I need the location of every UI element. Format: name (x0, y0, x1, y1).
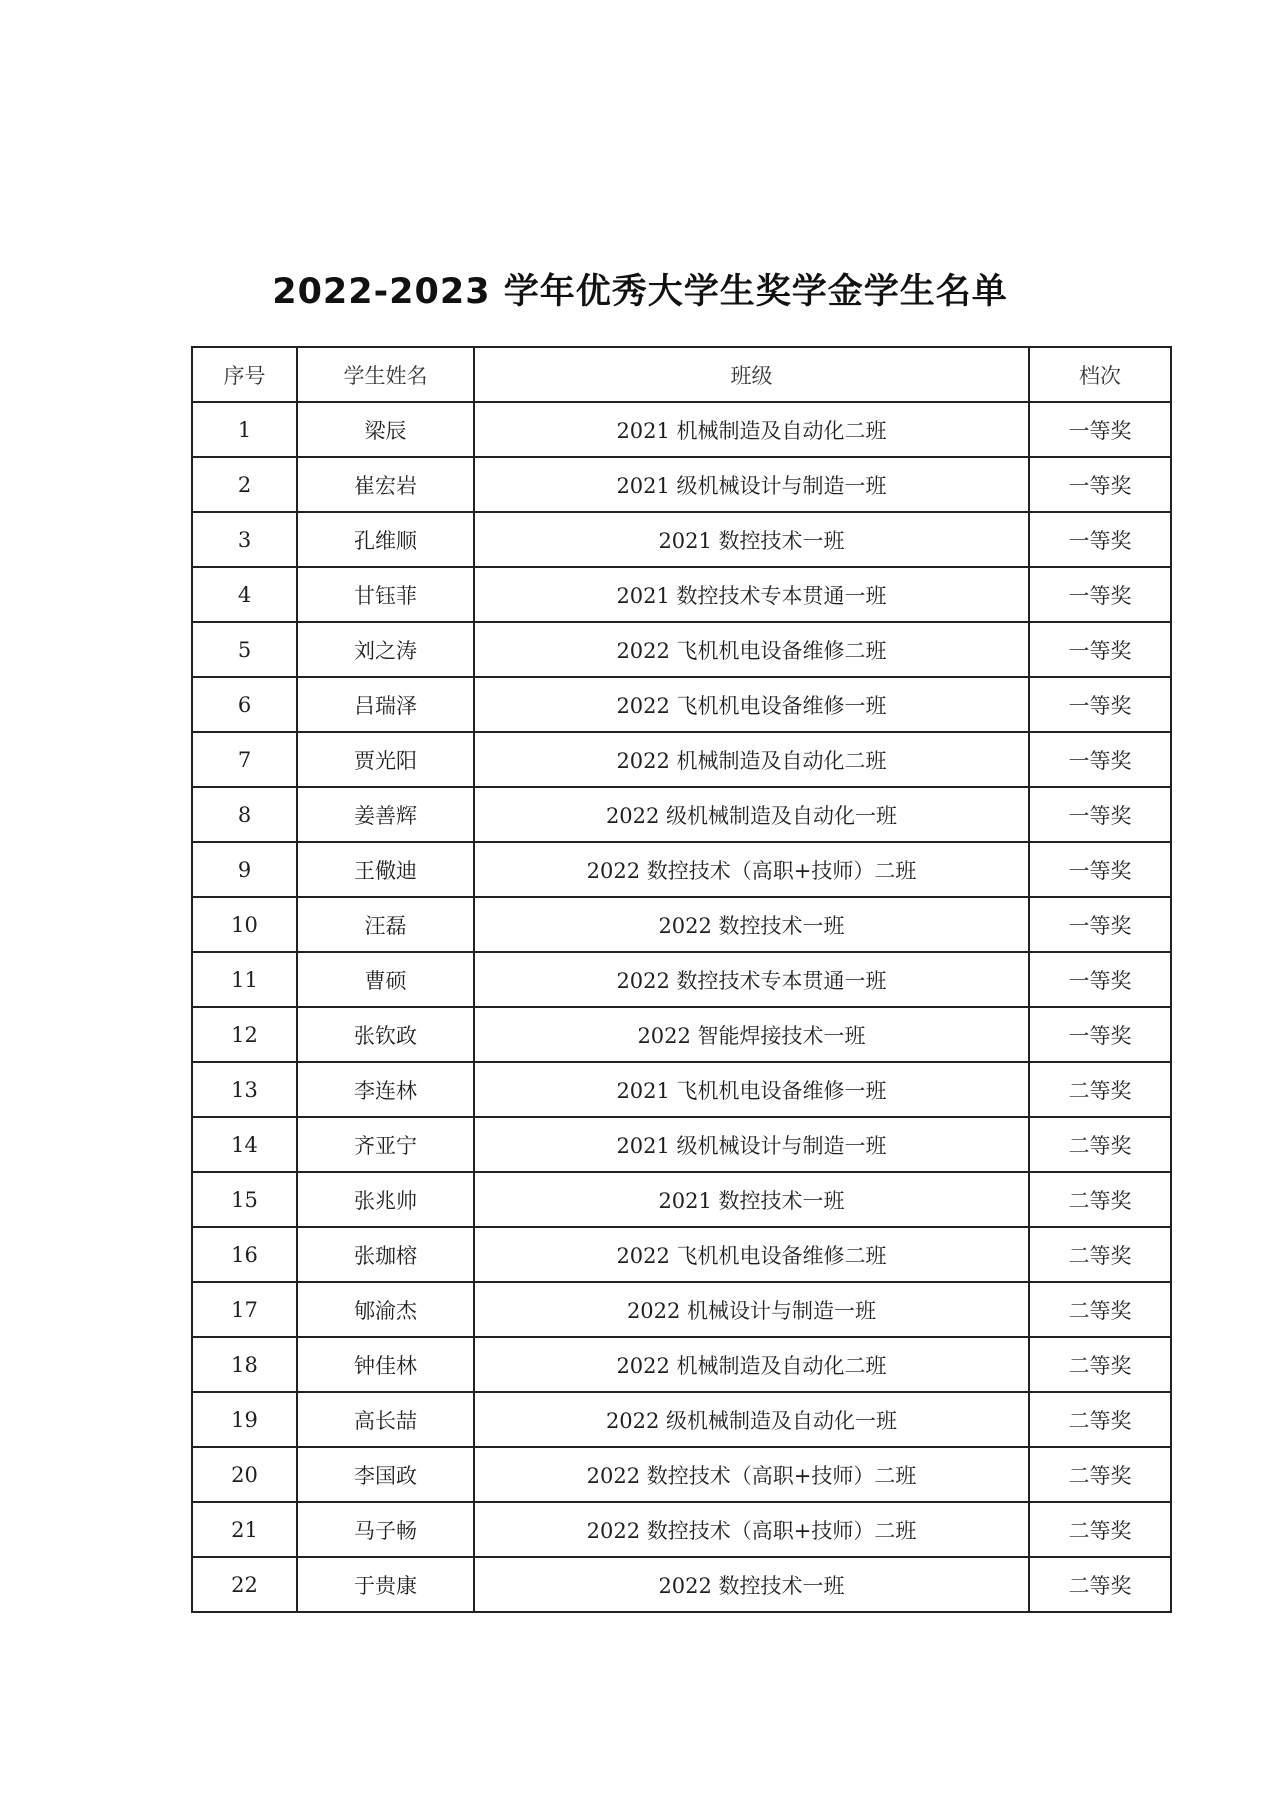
table-header-row (192, 347, 1171, 402)
table-row (192, 402, 1171, 457)
cell-class: 2022 数控技术一班 (474, 1557, 1029, 1612)
table-row (192, 1007, 1171, 1062)
cell-student-name: 钟佳林 (297, 1337, 474, 1392)
table-row (192, 1557, 1171, 1612)
cell-index: 20 (192, 1447, 297, 1502)
cell-class: 2022 数控技术一班 (474, 897, 1029, 952)
cell-award-level: 一等奖 (1029, 1007, 1171, 1062)
cell-award-level: 一等奖 (1029, 402, 1171, 457)
cell-class: 2022 飞机机电设备维修二班 (474, 1227, 1029, 1282)
cell-class: 2022 机械制造及自动化二班 (474, 732, 1029, 787)
header-class: 班级 (474, 347, 1029, 402)
cell-class: 2022 机械设计与制造一班 (474, 1282, 1029, 1337)
cell-student-name: 王儆迪 (297, 842, 474, 897)
table-row (192, 1227, 1171, 1282)
cell-student-name: 孔维顺 (297, 512, 474, 567)
cell-award-level: 一等奖 (1029, 622, 1171, 677)
table-row (192, 897, 1171, 952)
cell-award-level: 一等奖 (1029, 897, 1171, 952)
table-row (192, 787, 1171, 842)
cell-index: 10 (192, 897, 297, 952)
table-row (192, 622, 1171, 677)
cell-student-name: 高长喆 (297, 1392, 474, 1447)
cell-index: 16 (192, 1227, 297, 1282)
table-row (192, 732, 1171, 787)
table-row (192, 1337, 1171, 1392)
cell-index: 13 (192, 1062, 297, 1117)
cell-award-level: 一等奖 (1029, 457, 1171, 512)
cell-award-level: 二等奖 (1029, 1337, 1171, 1392)
table-row (192, 1502, 1171, 1557)
cell-student-name: 姜善辉 (297, 787, 474, 842)
cell-award-level: 二等奖 (1029, 1447, 1171, 1502)
table-row (192, 842, 1171, 897)
table-body (192, 402, 1171, 1612)
table-row (192, 567, 1171, 622)
cell-student-name: 梁辰 (297, 402, 474, 457)
cell-index: 15 (192, 1172, 297, 1227)
table-row (192, 512, 1171, 567)
cell-index: 18 (192, 1337, 297, 1392)
cell-award-level: 一等奖 (1029, 787, 1171, 842)
cell-index: 3 (192, 512, 297, 567)
cell-student-name: 吕瑞泽 (297, 677, 474, 732)
cell-class: 2021 数控技术专本贯通一班 (474, 567, 1029, 622)
cell-index: 21 (192, 1502, 297, 1557)
cell-student-name: 刘之涛 (297, 622, 474, 677)
cell-student-name: 贾光阳 (297, 732, 474, 787)
cell-award-level: 二等奖 (1029, 1282, 1171, 1337)
cell-award-level: 一等奖 (1029, 567, 1171, 622)
scholarship-table (191, 346, 1172, 1613)
cell-index: 14 (192, 1117, 297, 1172)
cell-award-level: 一等奖 (1029, 952, 1171, 1007)
cell-award-level: 一等奖 (1029, 512, 1171, 567)
cell-award-level: 二等奖 (1029, 1227, 1171, 1282)
cell-index: 22 (192, 1557, 297, 1612)
header-name: 学生姓名 (297, 347, 474, 402)
cell-class: 2022 数控技术（高职+技师）二班 (474, 1447, 1029, 1502)
cell-class: 2022 级机械制造及自动化一班 (474, 787, 1029, 842)
header-level: 档次 (1029, 347, 1171, 402)
cell-award-level: 二等奖 (1029, 1117, 1171, 1172)
cell-class: 2021 级机械设计与制造一班 (474, 457, 1029, 512)
cell-student-name: 崔宏岩 (297, 457, 474, 512)
cell-student-name: 马子畅 (297, 1502, 474, 1557)
cell-student-name: 郇渝杰 (297, 1282, 474, 1337)
cell-index: 1 (192, 402, 297, 457)
table-row (192, 1282, 1171, 1337)
table-row (192, 1392, 1171, 1447)
cell-award-level: 二等奖 (1029, 1172, 1171, 1227)
page-title: 2022-2023 学年优秀大学生奖学金学生名单 (272, 272, 1008, 312)
cell-index: 11 (192, 952, 297, 1007)
cell-class: 2022 数控技术（高职+技师）二班 (474, 1502, 1029, 1557)
cell-class: 2021 数控技术一班 (474, 512, 1029, 567)
table-row (192, 1062, 1171, 1117)
cell-student-name: 李连林 (297, 1062, 474, 1117)
cell-index: 17 (192, 1282, 297, 1337)
cell-index: 4 (192, 567, 297, 622)
cell-index: 5 (192, 622, 297, 677)
cell-index: 9 (192, 842, 297, 897)
cell-student-name: 曹硕 (297, 952, 474, 1007)
cell-class: 2021 飞机机电设备维修一班 (474, 1062, 1029, 1117)
table-row (192, 1117, 1171, 1172)
cell-award-level: 二等奖 (1029, 1062, 1171, 1117)
cell-class: 2021 数控技术一班 (474, 1172, 1029, 1227)
table-row (192, 677, 1171, 732)
cell-student-name: 齐亚宁 (297, 1117, 474, 1172)
cell-class: 2021 级机械设计与制造一班 (474, 1117, 1029, 1172)
cell-index: 7 (192, 732, 297, 787)
cell-student-name: 李国政 (297, 1447, 474, 1502)
cell-student-name: 张兆帅 (297, 1172, 474, 1227)
table-row (192, 952, 1171, 1007)
cell-award-level: 一等奖 (1029, 842, 1171, 897)
cell-award-level: 一等奖 (1029, 732, 1171, 787)
header-index: 序号 (192, 347, 297, 402)
cell-class: 2021 机械制造及自动化二班 (474, 402, 1029, 457)
cell-award-level: 一等奖 (1029, 677, 1171, 732)
cell-class: 2022 数控技术专本贯通一班 (474, 952, 1029, 1007)
cell-award-level: 二等奖 (1029, 1502, 1171, 1557)
cell-award-level: 二等奖 (1029, 1392, 1171, 1447)
cell-index: 12 (192, 1007, 297, 1062)
cell-class: 2022 机械制造及自动化二班 (474, 1337, 1029, 1392)
cell-index: 2 (192, 457, 297, 512)
cell-index: 8 (192, 787, 297, 842)
cell-class: 2022 智能焊接技术一班 (474, 1007, 1029, 1062)
cell-class: 2022 飞机机电设备维修一班 (474, 677, 1029, 732)
cell-class: 2022 飞机机电设备维修二班 (474, 622, 1029, 677)
cell-student-name: 甘钰菲 (297, 567, 474, 622)
cell-student-name: 汪磊 (297, 897, 474, 952)
cell-student-name: 张钦政 (297, 1007, 474, 1062)
table-row (192, 457, 1171, 512)
cell-class: 2022 级机械制造及自动化一班 (474, 1392, 1029, 1447)
table-row (192, 1172, 1171, 1227)
cell-index: 6 (192, 677, 297, 732)
cell-student-name: 张珈榕 (297, 1227, 474, 1282)
table-row (192, 1447, 1171, 1502)
cell-index: 19 (192, 1392, 297, 1447)
cell-student-name: 于贵康 (297, 1557, 474, 1612)
cell-award-level: 二等奖 (1029, 1557, 1171, 1612)
cell-class: 2022 数控技术（高职+技师）二班 (474, 842, 1029, 897)
